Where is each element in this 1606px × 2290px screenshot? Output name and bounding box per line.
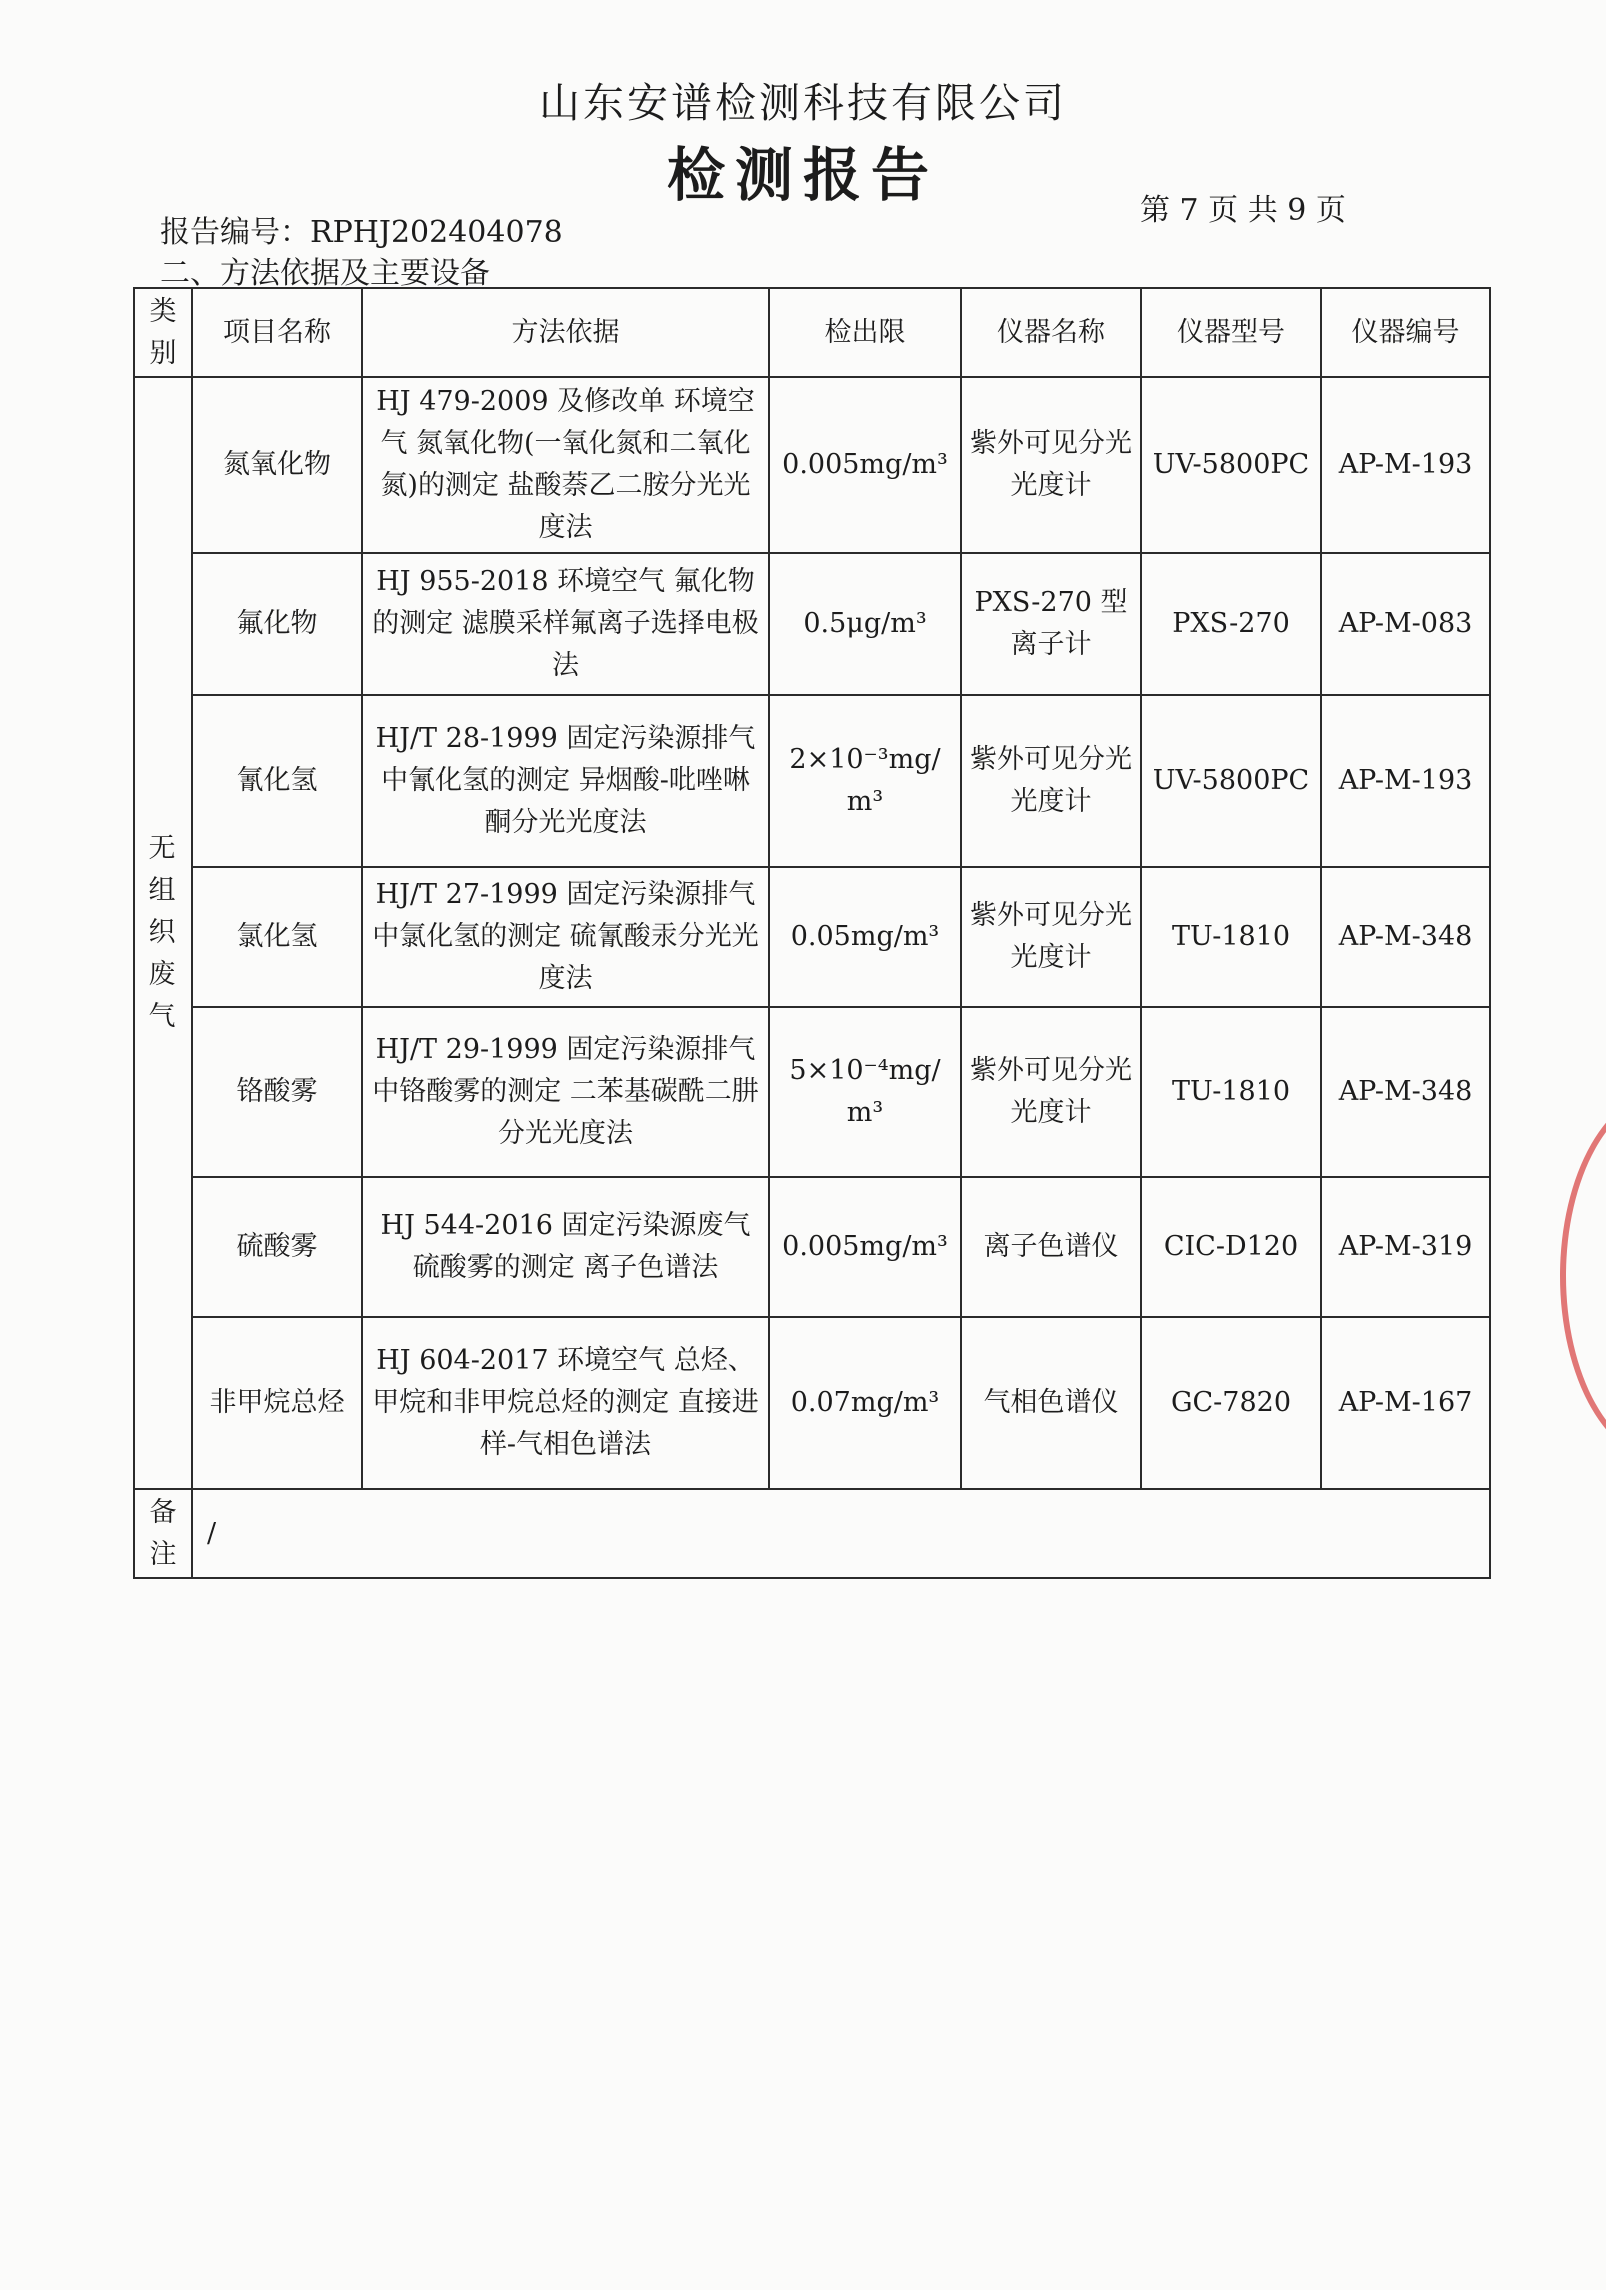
limit-cell: 0.005mg/m³: [769, 377, 961, 553]
method-cell: HJ 604-2017 环境空气 总烃、甲烷和非甲烷总烃的测定 直接进样-气相色谱法: [362, 1317, 769, 1489]
instrument-name-cell: 离子色谱仪: [961, 1177, 1141, 1317]
method-cell: HJ/T 27-1999 固定污染源排气中氯化氢的测定 硫氰酸汞分光光度法: [362, 867, 769, 1007]
method-equipment-table: [133, 287, 1491, 1579]
header-method: 方法依据: [362, 288, 769, 377]
instrument-model-cell: UV-5800PC: [1141, 695, 1321, 867]
instrument-name-cell: 气相色谱仪: [961, 1317, 1141, 1489]
report-title: 检测报告: [666, 141, 939, 209]
table-row: [134, 695, 1490, 867]
instrument-name-cell: PXS-270 型离子计: [961, 553, 1141, 695]
limit-cell: 0.05mg/m³: [769, 867, 961, 1007]
header-instrument-model: 仪器型号: [1141, 288, 1321, 377]
instrument-no-cell: AP-M-319: [1321, 1177, 1490, 1317]
header-category: 类别: [134, 288, 192, 377]
table-row: [134, 1177, 1490, 1317]
table-row: [134, 377, 1490, 553]
instrument-model-cell: PXS-270: [1141, 553, 1321, 695]
item-cell: 氮氧化物: [192, 377, 362, 553]
method-cell: HJ 544-2016 固定污染源废气 硫酸雾的测定 离子色谱法: [362, 1177, 769, 1317]
method-cell: HJ/T 29-1999 固定污染源排气中铬酸雾的测定 二苯基碳酰二肼分光光度法: [362, 1007, 769, 1177]
limit-cell: 0.5μg/m³: [769, 553, 961, 695]
instrument-name-cell: 紫外可见分光光度计: [961, 1007, 1141, 1177]
method-cell: HJ 955-2018 环境空气 氟化物的测定 滤膜采样氟离子选择电极法: [362, 553, 769, 695]
remark-label: 备注: [134, 1489, 192, 1578]
category-cell: 无组织废气: [134, 377, 192, 1489]
item-cell: 氯化氢: [192, 867, 362, 1007]
header-instrument-name: 仪器名称: [961, 288, 1141, 377]
instrument-name-cell: 紫外可见分光光度计: [961, 867, 1141, 1007]
instrument-no-cell: AP-M-167: [1321, 1317, 1490, 1489]
page-info: 第 7 页 共 9 页: [1140, 193, 1346, 228]
limit-cell: 0.07mg/m³: [769, 1317, 961, 1489]
remark-row: [134, 1489, 1490, 1578]
item-cell: 氰化氢: [192, 695, 362, 867]
table-row: [134, 1317, 1490, 1489]
remark-value: /: [192, 1489, 1490, 1578]
instrument-no-cell: AP-M-193: [1321, 377, 1490, 553]
report-number: 报告编号：RPHJ202404078: [160, 215, 563, 250]
instrument-no-cell: AP-M-193: [1321, 695, 1490, 867]
method-cell: HJ 479-2009 及修改单 环境空气 氮氧化物(一氧化氮和二氧化氮)的测定 盐酸萘乙二胺分光光度法: [362, 377, 769, 553]
instrument-name-cell: 紫外可见分光光度计: [961, 695, 1141, 867]
header-instrument-no: 仪器编号: [1321, 288, 1490, 377]
company-name: 山东安谱检测科技有限公司: [539, 79, 1067, 127]
header-limit: 检出限: [769, 288, 961, 377]
item-cell: 铬酸雾: [192, 1007, 362, 1177]
instrument-model-cell: CIC-D120: [1141, 1177, 1321, 1317]
company-seal: [1560, 1090, 1606, 1462]
limit-cell: 2×10⁻³mg/m³: [769, 695, 961, 867]
table-row: [134, 867, 1490, 1007]
limit-cell: 0.005mg/m³: [769, 1177, 961, 1317]
item-cell: 硫酸雾: [192, 1177, 362, 1317]
instrument-no-cell: AP-M-348: [1321, 1007, 1490, 1177]
method-cell: HJ/T 28-1999 固定污染源排气中氰化氢的测定 异烟酸-吡唑啉酮分光光度法: [362, 695, 769, 867]
header-item: 项目名称: [192, 288, 362, 377]
section-title: 二、方法依据及主要设备: [160, 256, 490, 291]
item-cell: 氟化物: [192, 553, 362, 695]
instrument-model-cell: TU-1810: [1141, 867, 1321, 1007]
instrument-no-cell: AP-M-348: [1321, 867, 1490, 1007]
instrument-model-cell: GC-7820: [1141, 1317, 1321, 1489]
instrument-no-cell: AP-M-083: [1321, 553, 1490, 695]
table-header-row: [134, 288, 1490, 377]
limit-cell: 5×10⁻⁴mg/m³: [769, 1007, 961, 1177]
instrument-model-cell: UV-5800PC: [1141, 377, 1321, 553]
instrument-model-cell: TU-1810: [1141, 1007, 1321, 1177]
instrument-name-cell: 紫外可见分光光度计: [961, 377, 1141, 553]
item-cell: 非甲烷总烃: [192, 1317, 362, 1489]
table-row: [134, 1007, 1490, 1177]
table-row: [134, 553, 1490, 695]
